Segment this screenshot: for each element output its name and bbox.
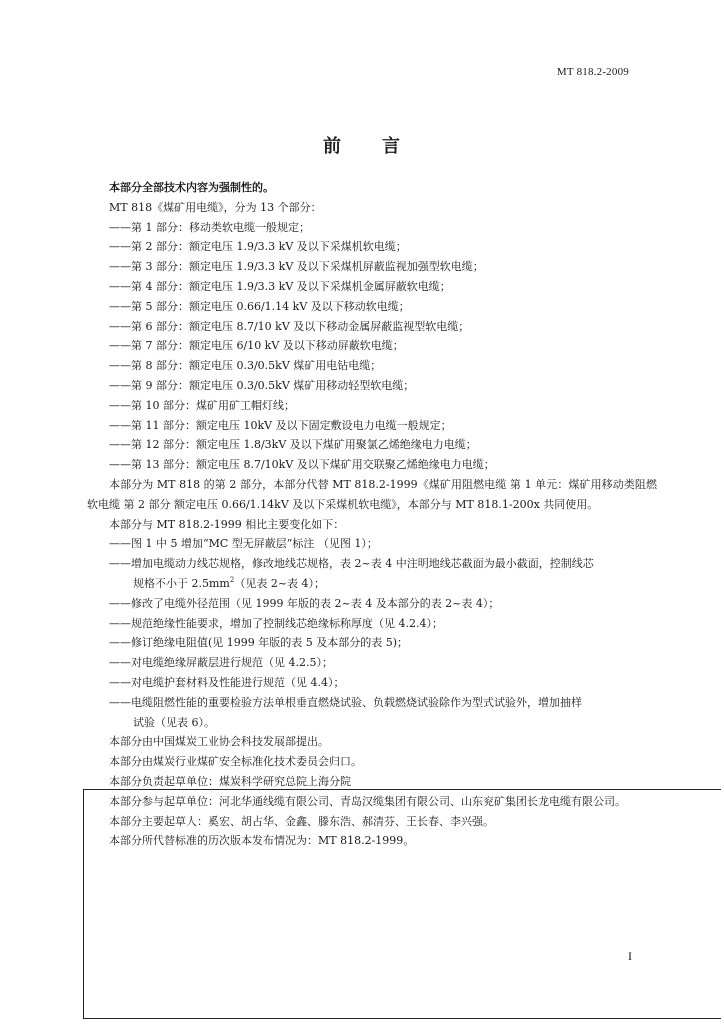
change-text: ——增加电缆动力线芯规格，修改地线芯规格，表 2~表 4 中注明地线芯截面为最小截面，控制线芯 [109, 557, 594, 571]
change-text-continued: 试验（见表 6）。 [133, 715, 215, 729]
change-text: 规格不小于 2.5mm [133, 576, 230, 590]
list-item: ——修改了电缆外径范围（见 1999 年版的表 2~表 4 及本部分的表 2~表 4）； [109, 596, 500, 610]
change-text-continued [109, 574, 657, 594]
page-number: I [628, 949, 632, 963]
standard-code: MT 818.2-2009 [556, 66, 629, 78]
parts-intro: MT 818《煤矿用电缆》，分为 13 个部分： [109, 200, 322, 214]
list-item: ——规范绝缘性能要求，增加了控制线芯绝缘标称厚度（见 4.2.4）； [109, 616, 443, 630]
list-item: ——第 12 部分：额定电压 1.8/3kV 及以下煤矿用聚氯乙烯绝缘电力电缆； [109, 438, 477, 452]
title-char-2: 言 [382, 136, 401, 157]
foreword-content [87, 178, 657, 851]
list-item: ——第 9 部分：额定电压 0.3/0.5kV 煤矿用移动轻型软电缆； [109, 378, 415, 392]
change-text: （见表 2~表 4）； [234, 576, 326, 590]
list-item: ——图 1 中 5 增加“MC 型无屏蔽层”标注 （见图 1）； [109, 537, 378, 551]
superscript: 2 [229, 575, 235, 584]
committee-statement: 本部分由煤炭行业煤矿安全标准化技术委员会归口。 [109, 755, 362, 769]
page-title [0, 132, 724, 158]
list-item: ——第 13 部分：额定电压 8.7/10kV 及以下煤矿用交联聚乙烯绝缘电力电缆； [109, 458, 495, 472]
replacement-statement: 本部分为 MT 818 的第 2 部分，本部分代替 MT 818.2-1999《煤矿用阻燃电缆 第 1 单元：煤矿用移动类阻燃软电缆 第 2 部分 额定电压 0.66/1.14kV 及以下采煤机软电缆》，本部分与 MT 818.1-200x 共同使用。 [87, 477, 657, 511]
list-item: ——第 1 部分：移动类软电缆一般规定； [109, 220, 310, 234]
list-item: ——第 6 部分：额定电压 8.7/10 kV 及以下移动金属屏蔽监视型软电缆； [109, 319, 470, 333]
participating-units: 本部分参与起草单位：河北华通线缆有限公司、青岛汉缆集团有限公司、山东兖矿集团长龙电缆有限公司。 [109, 794, 626, 808]
list-item: ——第 7 部分：额定电压 6/10 kV 及以下移动屏蔽软电缆； [109, 339, 404, 353]
list-item [87, 554, 657, 594]
list-item: ——第 8 部分：额定电压 0.3/0.5kV 煤矿用电钻电缆； [109, 359, 382, 373]
changes-list [87, 534, 657, 732]
title-char-1: 前 [323, 136, 342, 157]
list-item: ——第 10 部分：煤矿用矿工帽灯线； [109, 398, 295, 412]
list-item [87, 693, 657, 733]
list-item: ——第 5 部分：额定电压 0.66/1.14 kV 及以下移动软电缆； [109, 299, 410, 313]
version-history: 本部分所代替标准的历次版本发布情况为：MT 818.2-1999。 [109, 834, 415, 848]
list-item: ——对电缆护套材料及性能进行规范（见 4.4）； [109, 675, 345, 689]
list-item: ——第 2 部分：额定电压 1.9/3.3 kV 及以下采煤机软电缆； [109, 240, 407, 254]
list-item: ——第 11 部分：额定电压 10kV 及以下固定敷设电力电缆一般规定； [109, 418, 452, 432]
proposer-statement: 本部分由中国煤炭工业协会科技发展部提出。 [109, 735, 329, 749]
list-item: ——第 4 部分：额定电压 1.9/3.3 kV 及以下采煤机金属屏蔽软电缆； [109, 279, 451, 293]
drafting-unit: 本部分负责起草单位：煤炭科学研究总院上海分院 [109, 774, 351, 788]
drafters: 本部分主要起草人：奚宏、胡占华、金鑫、滕东浩、郝清芬、王长春、李兴强。 [109, 814, 494, 828]
list-item: ——第 3 部分：额定电压 1.9/3.3 kV 及以下采煤机屏蔽监视加强型软电缆； [109, 260, 484, 274]
change-text: ——电缆阻燃性能的重要检验方法单根垂直燃烧试验、负载燃烧试验除作为型式试验外，增加抽样 [109, 695, 582, 709]
list-item: ——修订绝缘电阻值(见 1999 年版的表 5 及本部分的表 5)； [109, 636, 409, 650]
mandatory-statement: 本部分全部技术内容为强制性的。 [109, 181, 274, 194]
list-item: ——对电缆绝缘屏蔽层进行规范（见 4.2.5）； [109, 656, 333, 670]
changes-intro: 本部分与 MT 818.2-1999 相比主要变化如下： [109, 517, 345, 531]
parts-list [87, 218, 657, 475]
